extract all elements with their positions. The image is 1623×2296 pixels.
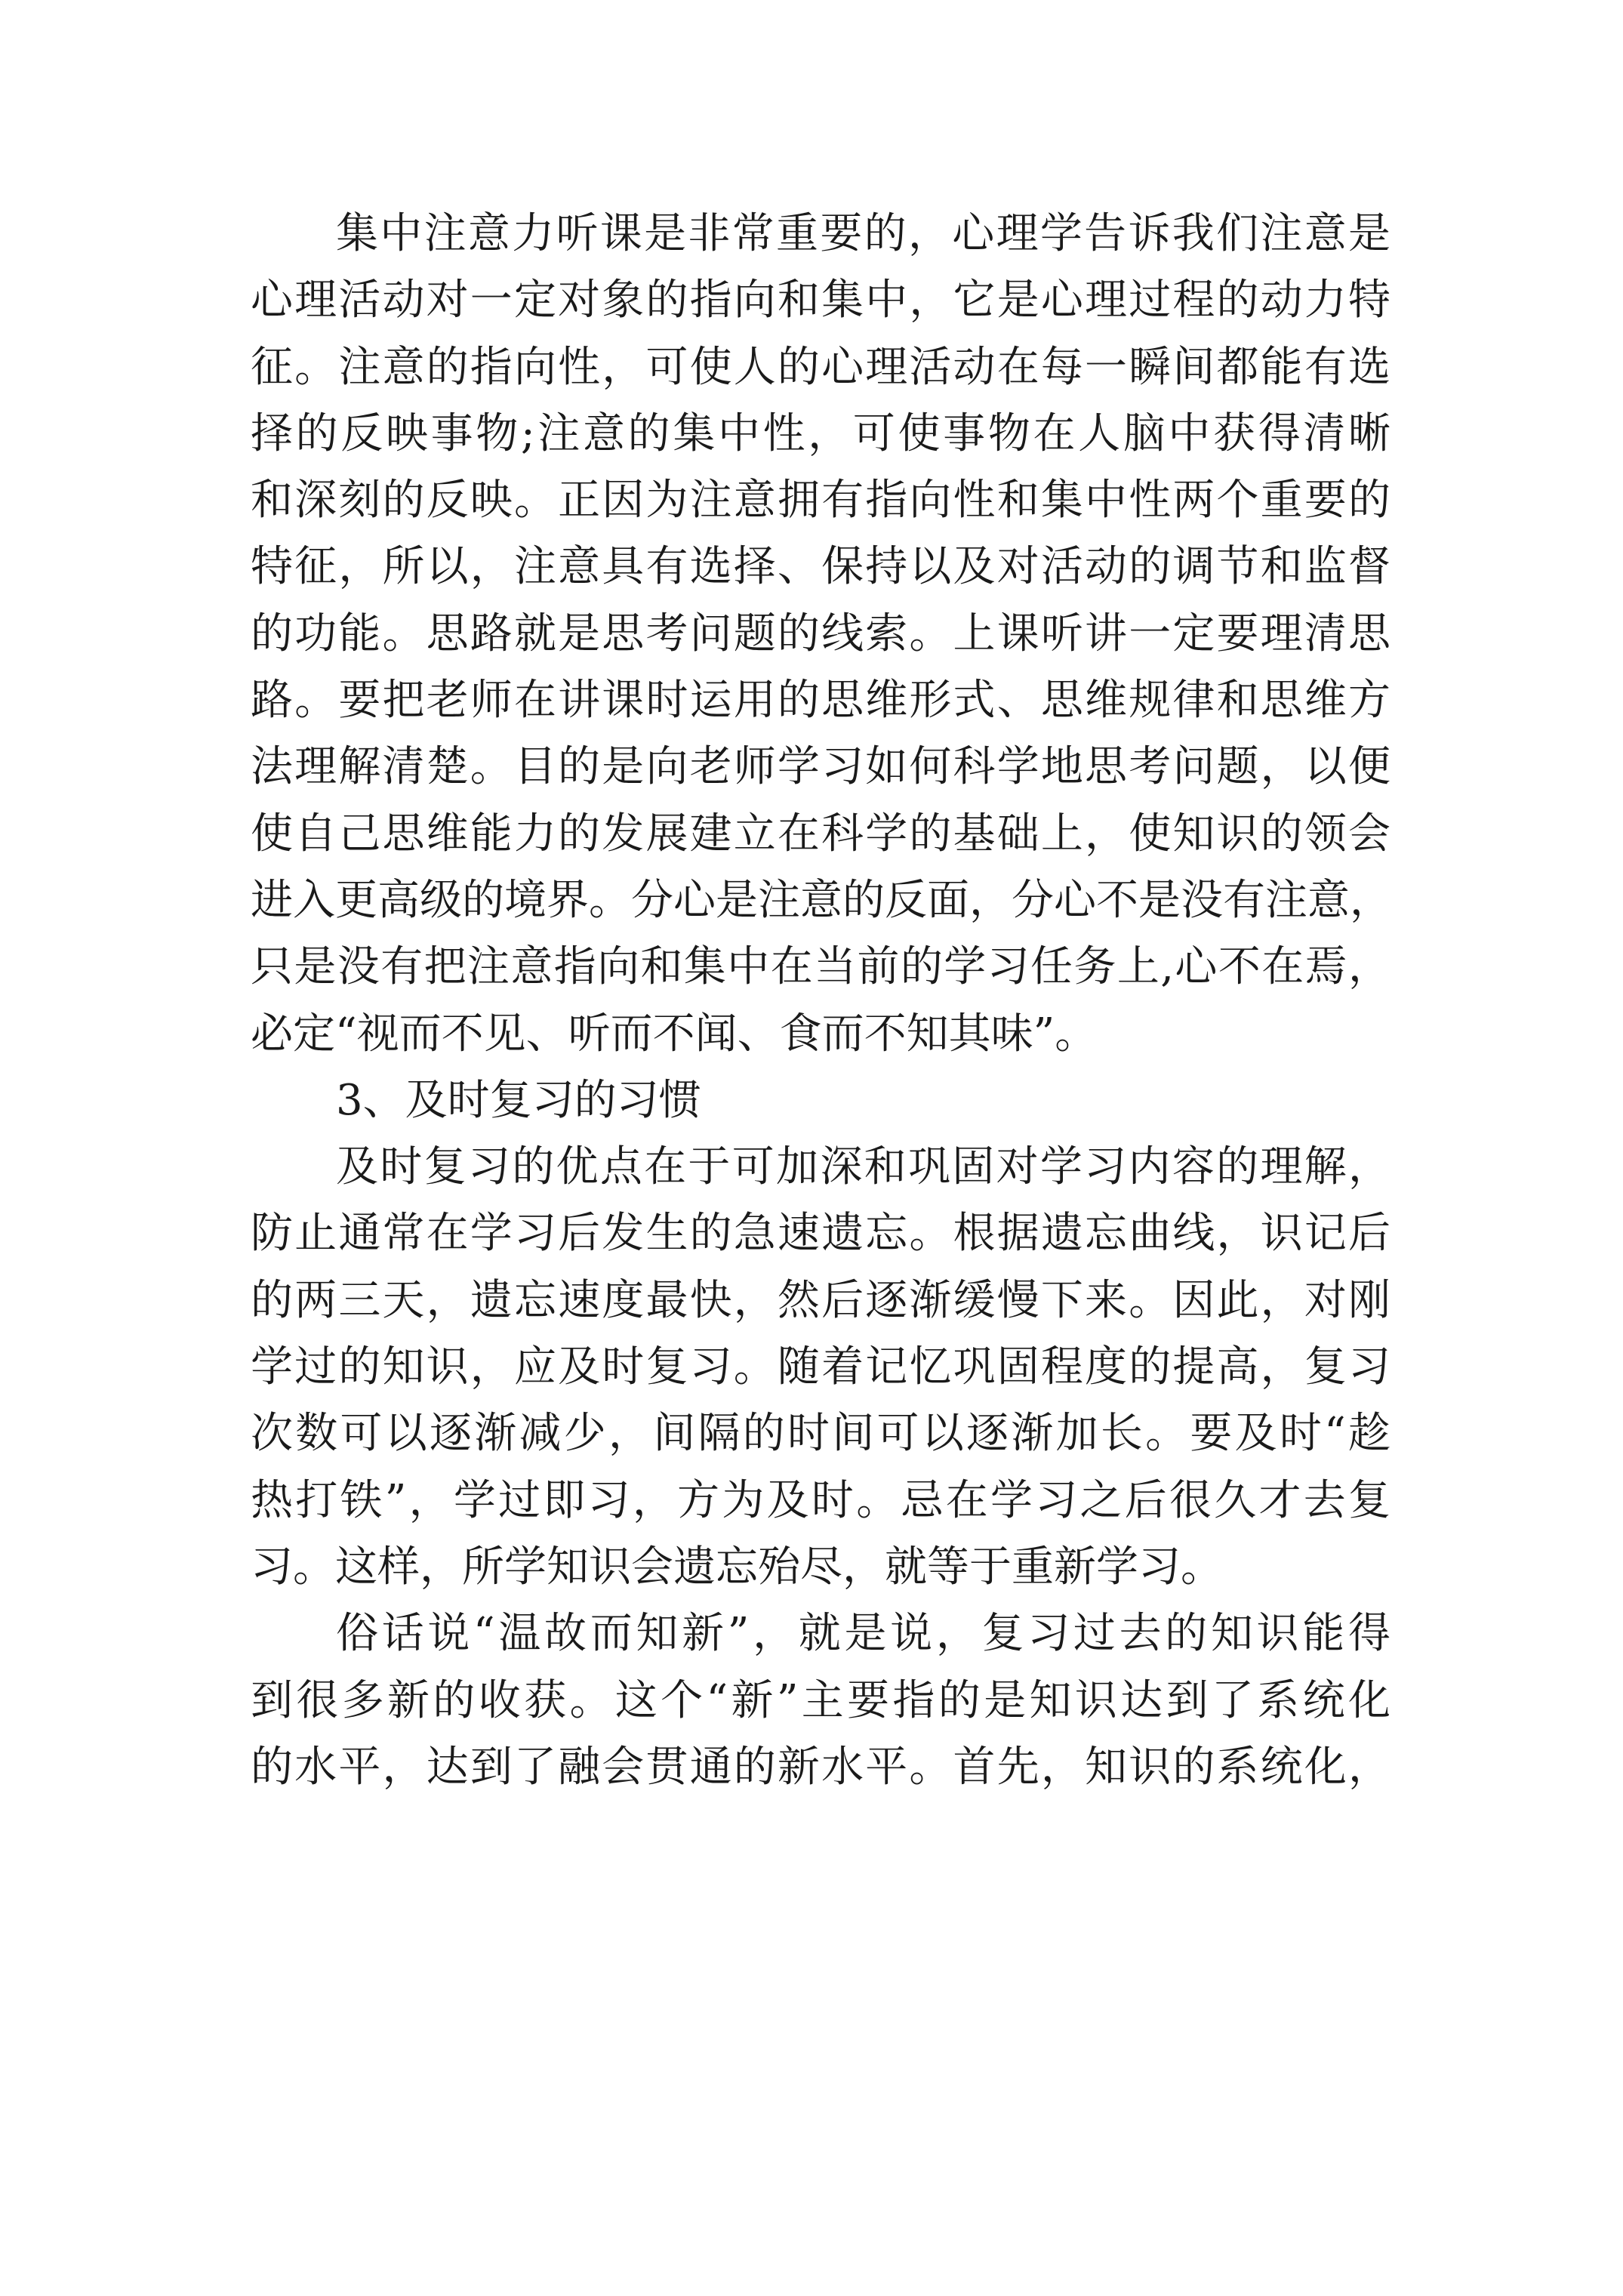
text-line: 征。注意的指向性，可使人的心理活动在每一瞬间都能有选 — [251, 342, 1390, 392]
text-line: 法理解清楚。目的是向老师学习如何科学地思考问题，以便 — [251, 742, 1390, 792]
text-line: 的水平，达到了融会贯通的新水平。首先，知识的系统化， — [251, 1742, 1390, 1792]
text-line: 心理活动对一定对象的指向和集中，它是心理过程的动力特 — [251, 276, 1390, 325]
text-line: 学过的知识，应及时复习。随着记忆巩固程度的提高，复习 — [251, 1342, 1390, 1392]
text-line: 到很多新的收获。这个“新”主要指的是知识达到了系统化 — [251, 1675, 1390, 1725]
section-heading: 3、及时复习的习惯 — [336, 1075, 701, 1125]
text-line: 的两三天，遗忘速度最快，然后逐渐缓慢下来。因此，对刚 — [251, 1275, 1390, 1325]
text-line: 只是没有把注意指向和集中在当前的学习任务上,心不在焉， — [251, 942, 1390, 992]
document-body — [251, 201, 1390, 1801]
text-line: 使自己思维能力的发展建立在科学的基础上，使知识的领会 — [251, 809, 1390, 858]
text-line: 习。这样，所学知识会遗忘殆尽，就等于重新学习。 — [251, 1542, 1223, 1592]
text-line: 俗话说“温故而知新”，就是说，复习过去的知识能得 — [336, 1609, 1390, 1659]
text-line: 择的反映事物;注意的集中性，可使事物在人脑中获得清晰 — [251, 408, 1390, 458]
text-line: 的功能。思路就是思考问题的线索。上课听讲一定要理清思 — [251, 609, 1390, 658]
text-line: 次数可以逐渐减少，间隔的时间可以逐渐加长。要及时“趁 — [251, 1409, 1390, 1459]
text-line: 集中注意力听课是非常重要的，心理学告诉我们注意是 — [336, 209, 1390, 258]
text-line: 热打铁”，学过即习，方为及时。忌在学习之后很久才去复 — [251, 1475, 1390, 1525]
text-line: 和深刻的反映。正因为注意拥有指向性和集中性两个重要的 — [251, 476, 1390, 525]
text-line: 特征，所以，注意具有选择、保持以及对活动的调节和监督 — [251, 542, 1390, 592]
text-line: 进入更高级的境界。分心是注意的反面，分心不是没有注意， — [251, 875, 1392, 925]
text-line: 必定“视而不见、听而不闻、食而不知其味”。 — [251, 1009, 1098, 1059]
text-line: 路。要把老师在讲课时运用的思维形式、思维规律和思维方 — [251, 676, 1390, 726]
text-line: 及时复习的优点在于可加深和巩固对学习内容的理解， — [336, 1142, 1390, 1192]
text-line: 防止通常在学习后发生的急速遗忘。根据遗忘曲线，识记后 — [251, 1209, 1390, 1259]
